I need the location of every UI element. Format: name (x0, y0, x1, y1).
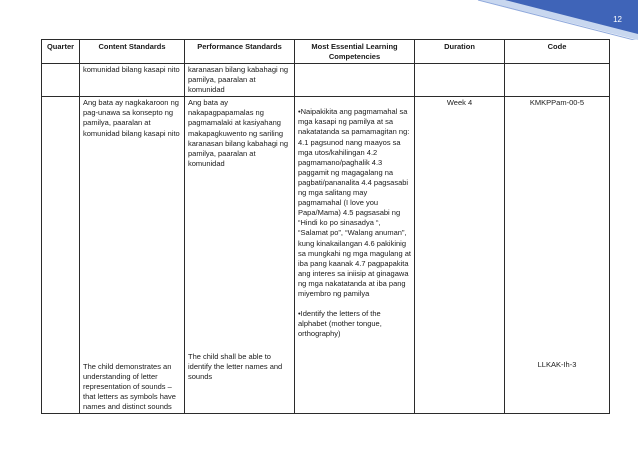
cell-performance-standards (185, 97, 295, 414)
cell-quarter (42, 97, 80, 414)
header-competencies: Most Essential Learning Competencies (295, 40, 415, 64)
content-standard-filipino: Ang bata ay nagkakaroon ng pag-unawa sa konsepto ng pamilya, paaralan at komunidad bilang kasapi nito (83, 98, 180, 138)
bullet-icon: • (298, 309, 301, 319)
competency-text-filipino: Naipakikita ang pagmamahal sa mga kasapi ng pamilya at sa nakatatanda sa pamamagitan ng: 4.1 pagsunod nang maayos sa mga utos/kahilingan 4.2 pagmamano/paghalik 4.3 paggamit ng magagalang na pagbati/pananalita 4.4 pagsasabi ng mga salitang may pagmamahal (I love you Papa/Mama) 4.5 pagsasabi ng “Hindi ko po sinasadya “, “Salamat po”, “Walang anuman”, kung kinakailangan 4.6 pakikinig sa mungkahi ng mga magulang at iba pang kaanak 4.7 pagpapakita ang interes sa iniisip at ginagawa ng mga nakatatanda at iba pang miyembro ng pamilya (298, 107, 411, 298)
cell-duration (415, 97, 505, 414)
code-english: LLKAK-Ih-3 (537, 360, 577, 370)
curriculum-table (41, 39, 610, 414)
performance-standard-english: The child shall be able to identify the letter names and sounds (188, 352, 283, 382)
header-duration: Duration (415, 40, 505, 64)
cell-performance-standard: karanasan bilang kabahagi ng pamilya, paaralan at komunidad (185, 64, 295, 97)
header-performance-standards: Performance Standards (185, 40, 295, 64)
bullet-icon: • (298, 107, 301, 117)
cell-code (505, 97, 610, 414)
cell-quarter (42, 64, 80, 97)
cell-code (505, 64, 610, 97)
content-standard-english: The child demonstrates an understanding of letter representation of sounds – that letters as symbols have names and distinct sounds (83, 361, 176, 412)
performance-standard-filipino: Ang bata ay nakapagpapamalas ng pagmamalaki at kasiyahang makapagkuwento ng sariling karanasan bilang kabahagi ng pamilya, paaralan at komunidad (188, 98, 289, 168)
header-content-standards: Content Standards (80, 40, 185, 64)
table-row (42, 64, 610, 97)
page-number: 12 (613, 15, 622, 24)
cell-content-standards (80, 97, 185, 414)
header-code: Code (505, 40, 610, 64)
cell-duration (415, 64, 505, 97)
table-row (42, 97, 610, 414)
competency-text-english: Identify the letters of the alphabet (mother tongue, orthography) (298, 309, 382, 339)
cell-content-standard: komunidad bilang kasapi nito (80, 64, 185, 97)
duration-value: Week 4 (446, 98, 473, 108)
cell-competencies (295, 97, 415, 414)
cell-competency (295, 64, 415, 97)
competency-item (298, 107, 411, 299)
competency-item (298, 309, 411, 339)
code-filipino: KMKPPam-00-5 (529, 98, 585, 108)
table-header-row (42, 40, 610, 64)
header-ribbon-decoration (0, 0, 638, 40)
header-quarter: Quarter (42, 40, 80, 64)
